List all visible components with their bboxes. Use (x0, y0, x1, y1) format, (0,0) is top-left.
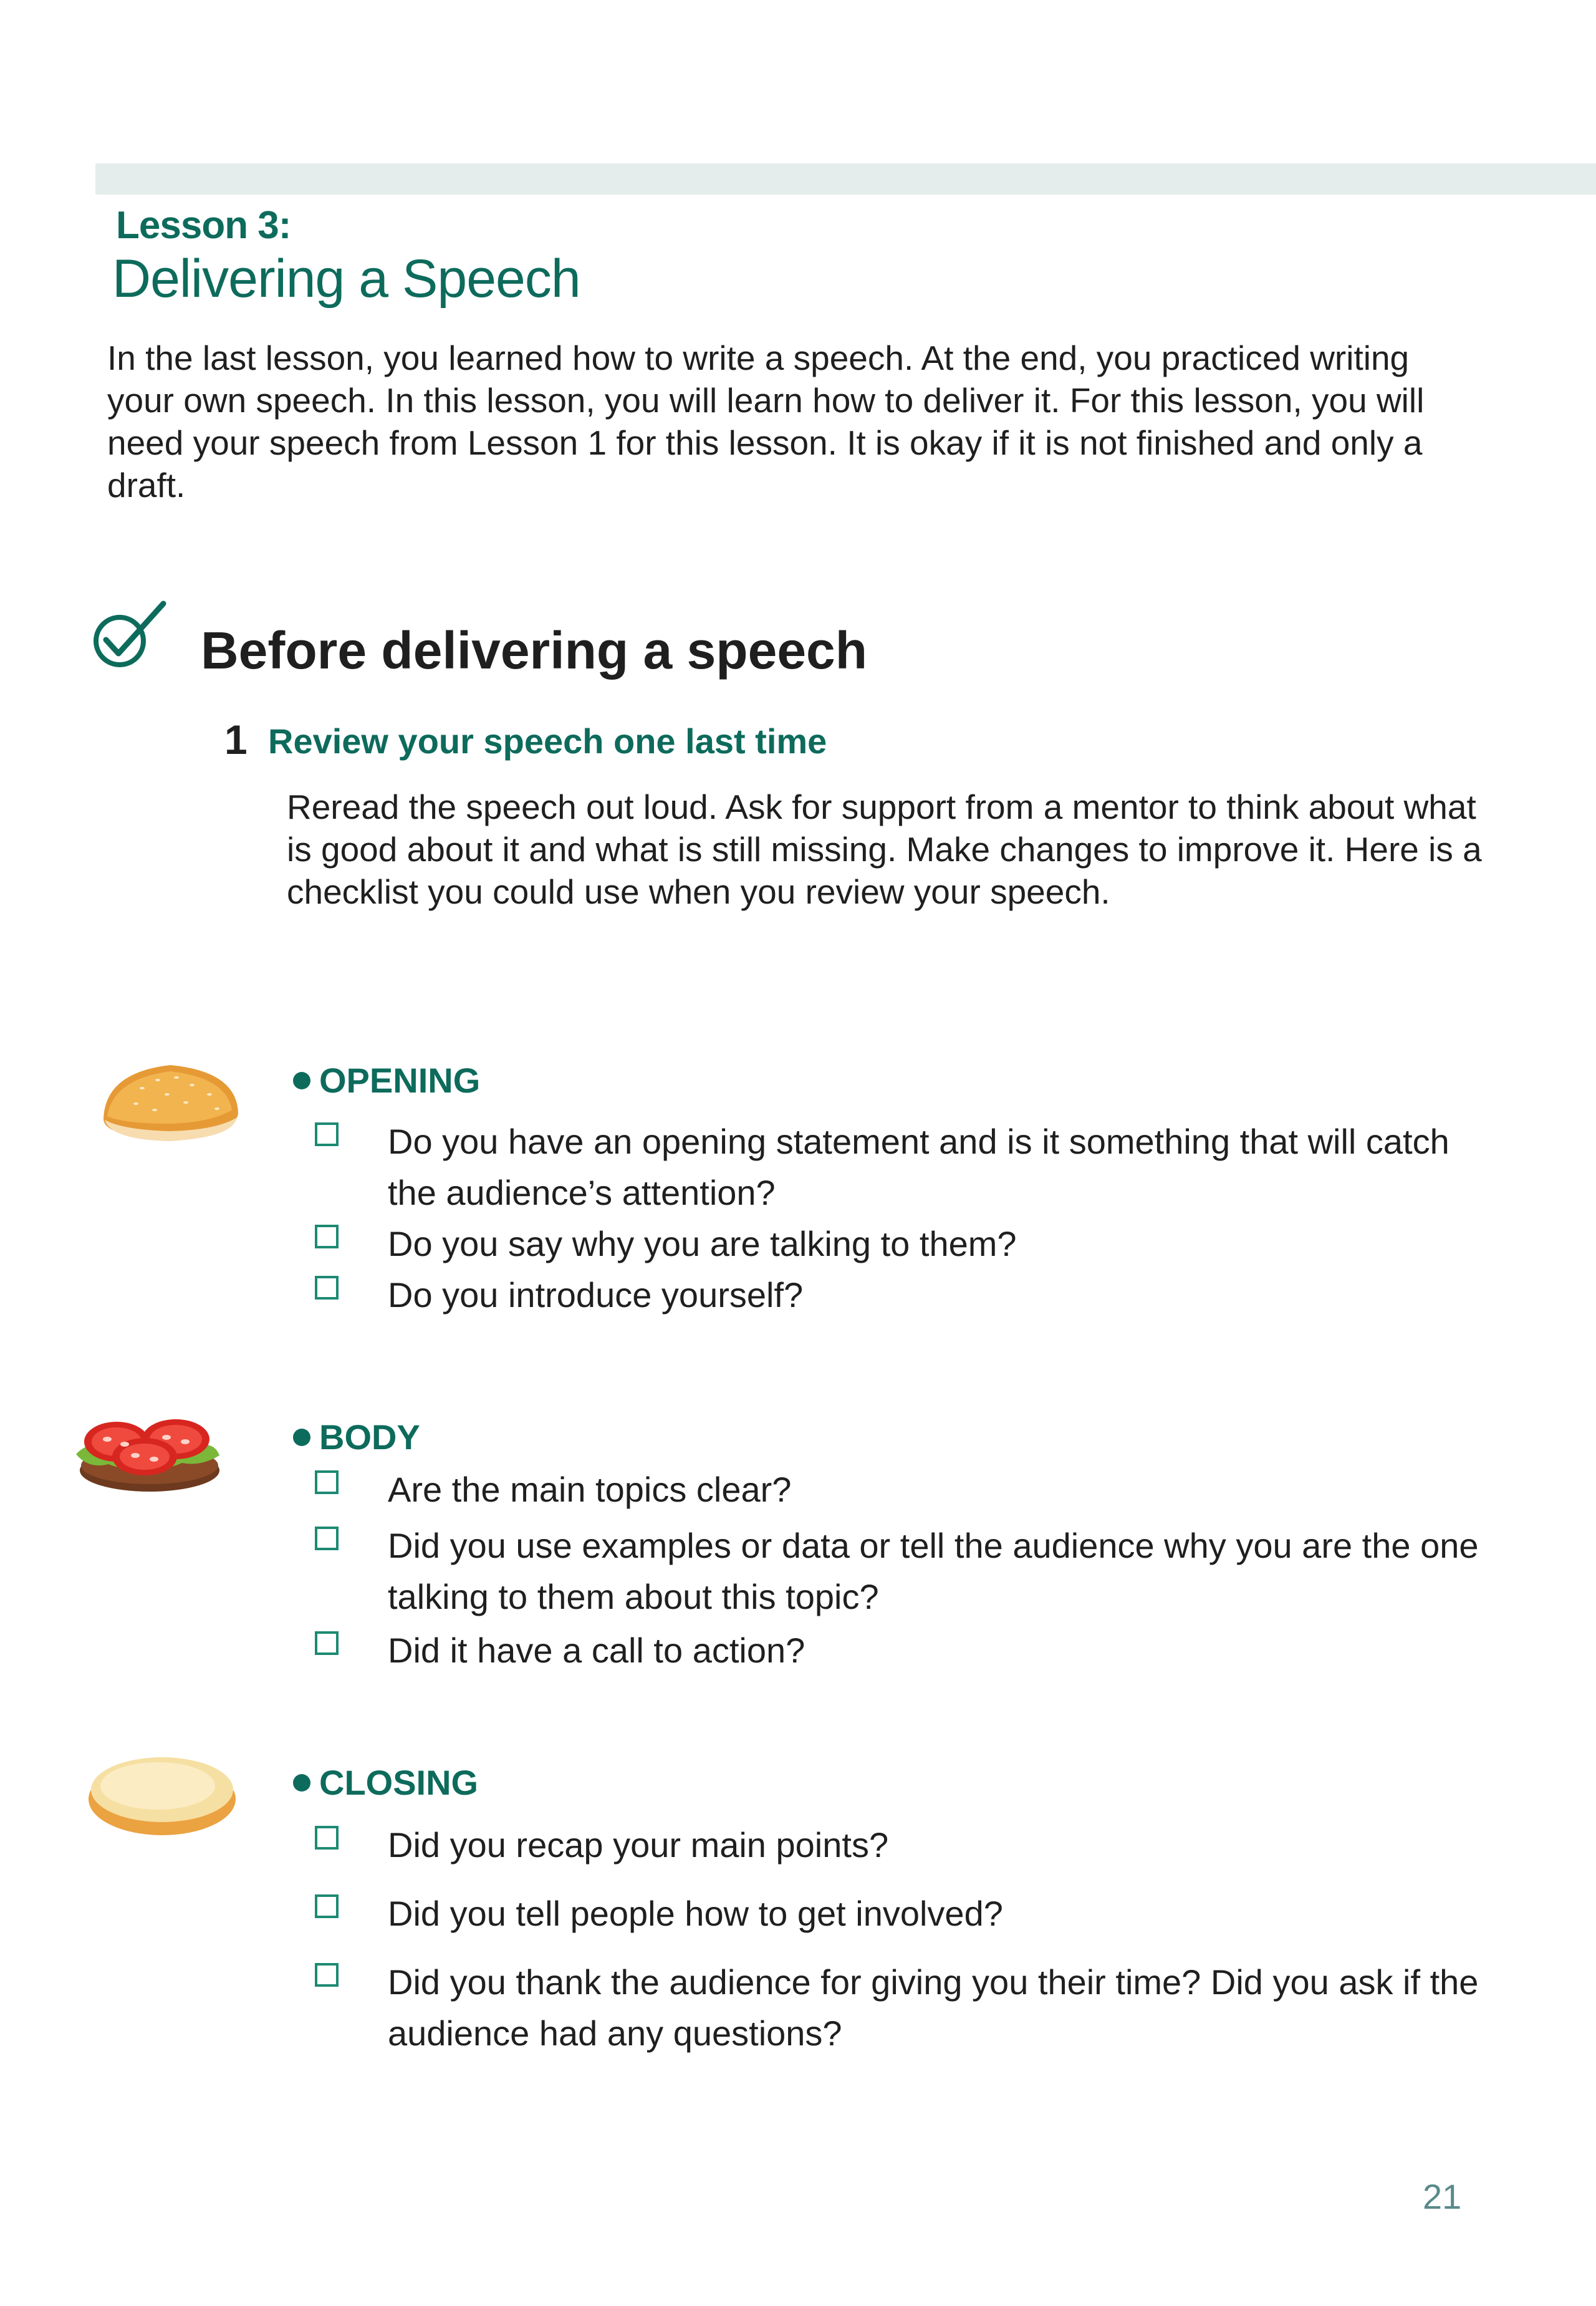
bullet-dot (293, 1429, 310, 1446)
checklist-item-text: Do you introduce yourself? (388, 1275, 804, 1315)
opening-heading (293, 1060, 480, 1101)
checklist-item-text: Did you use examples or data or tell the audience why you are the one talking to them about this topic? (388, 1526, 1479, 1616)
checkbox[interactable] (315, 1225, 339, 1248)
header-band (95, 163, 1596, 195)
checkbox[interactable] (315, 1527, 339, 1550)
bullet-dot (293, 1072, 310, 1089)
checkbox[interactable] (315, 1631, 339, 1655)
bottom-bun-icon (84, 1746, 240, 1840)
section-heading: Before delivering a speech (201, 621, 868, 680)
body-heading (293, 1417, 420, 1457)
step-number: 1 (224, 716, 248, 763)
checkbox[interactable] (315, 1894, 339, 1918)
checkbox[interactable] (315, 1470, 339, 1494)
checkmark-circle-icon (87, 599, 168, 673)
lesson-label: Lesson 3: (116, 204, 291, 247)
bullet-dot (293, 1774, 310, 1792)
checklist-item-text: Did you thank the audience for giving you their time? Did you ask if the audience had any questions? (388, 1962, 1479, 2053)
patty-tomato-icon (70, 1403, 226, 1497)
step-body: Reread the speech out loud. Ask for support from a mentor to think about what is good about it and what is still missing. Make changes to improve it. Here is a checklist you could use when you review your speech. (287, 788, 1482, 911)
checklist-item-text: Did it have a call to action? (388, 1631, 805, 1670)
checklist-item-text: Are the main topics clear? (388, 1470, 792, 1509)
checkbox[interactable] (315, 1276, 339, 1300)
checklist-item-text: Did you recap your main points? (388, 1825, 889, 1865)
checkbox[interactable] (315, 1826, 339, 1850)
body-title: BODY (319, 1417, 420, 1457)
opening-title: OPENING (319, 1061, 481, 1100)
page-number: 21 (1423, 2177, 1462, 2216)
step-title: Review your speech one last time (268, 721, 827, 761)
checkbox[interactable] (315, 1963, 339, 1987)
checkbox[interactable] (315, 1122, 339, 1146)
top-bun-icon (99, 1060, 242, 1147)
intro-paragraph: In the last lesson, you learned how to write a speech. At the end, you practiced writing your own speech. In this lesson, you will learn how to deliver it. For this lesson, you will need your speech from Lesson 1 for this lesson. It is okay if it is not finished and only a draft. (107, 339, 1425, 504)
checklist-item-text: Do you say why you are talking to them? (388, 1224, 1017, 1263)
checklist-item-text: Do you have an opening statement and is it something that will catch the audience’s attention? (388, 1122, 1449, 1212)
checklist-item-text: Did you tell people how to get involved? (388, 1894, 1003, 1933)
closing-heading (293, 1762, 478, 1803)
closing-title: CLOSING (319, 1763, 479, 1802)
lesson-title: Delivering a Speech (112, 249, 580, 309)
